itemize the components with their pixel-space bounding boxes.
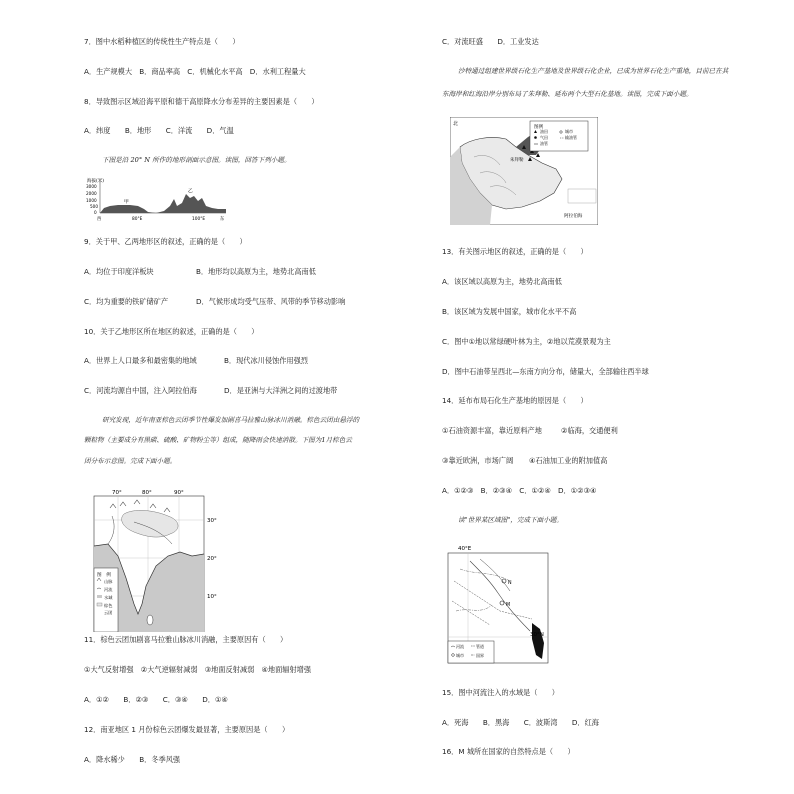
map2-legend-item: 气田 <box>540 135 548 140</box>
saudi-arabia-map <box>450 117 598 225</box>
question-13-option-d: D．图中石油带呈西北—东南方向分布，储量大，全部输往西半球 <box>442 367 649 376</box>
question-8: 8．导致图示区域沿海平原和德干高原降水分布差异的主要因素是（ ） <box>84 97 319 106</box>
map3-lon-label: 40°E <box>458 546 472 552</box>
question-14-item-1: ①石油资源丰富，靠近原料产地 <box>442 426 542 435</box>
intro-brown-cloud-line3: 团分布示意图。完成下面小题。 <box>84 457 177 465</box>
map1-lat: 30° <box>207 518 217 524</box>
question-11-items: ①大气反射增强 ②大气逆辐射减弱 ③地面反射减弱 ④地面辐射增强 <box>84 665 312 674</box>
profile-xtick: 100°E <box>192 217 206 222</box>
map1-lon: 90° <box>174 490 184 496</box>
intro-saudi-line1: 沙特通过组建世界级石化生产基地及世界级石化企业，已成为世界石化生产重地，目前已在其 <box>458 67 729 75</box>
intro-brown-cloud-line1: 研究发现，近年南亚棕色云团季节性爆发加剧喜马拉雅山脉冰川消融。棕色云团由悬浮的 <box>102 416 360 424</box>
question-10-option-a: A．世界上人口最多和最密集的地域 <box>84 356 197 365</box>
map2-legend-title: 图例 <box>534 125 544 130</box>
question-14-item-2: ②临海，交通便利 <box>561 426 618 435</box>
profile-ytick: 2000 <box>86 191 97 196</box>
terrain-profile-figure <box>84 175 230 223</box>
question-11: 11．棕色云团加剧喜马拉雅山脉冰川消融，主要原因有（ ） <box>84 635 288 644</box>
map3-lat-label: 30°N <box>530 632 544 638</box>
question-13-option-b: B．该区域为发展中国家，城市化水平不高 <box>442 307 577 316</box>
profile-xtick: 东 <box>220 217 225 222</box>
map1-legend-item: 云团 <box>104 610 113 615</box>
map3-legend-item: 城市 <box>456 653 464 658</box>
question-11-options: A．①② B．②③ C．③④ D．①④ <box>84 695 228 704</box>
question-12-options-cont: C．对流旺盛 D．工业发达 <box>442 37 539 46</box>
question-14-options: A．①②③ B．②③④ C．①②④ D．①②③④ <box>442 486 597 495</box>
map1-legend-title: 图 例 <box>97 573 111 578</box>
profile-xtick: 80°E <box>132 217 143 222</box>
profile-label-jia: 甲 <box>124 200 129 205</box>
question-14: 14．延布布局石化生产基地的原因是（ ） <box>442 396 588 405</box>
map3-legend-item: 河流 <box>456 644 464 649</box>
intro-region-map: 读"世界某区域图"，完成下面小题。 <box>458 516 563 524</box>
profile-ytick: 1000 <box>86 198 97 203</box>
question-14-item-3: ③靠近欧洲，市场广阔 <box>442 456 514 465</box>
map1-legend-item: 山脉 <box>104 579 113 584</box>
map3-legend-item: 国界 <box>476 653 484 658</box>
question-7-options: A．生产规模大 B．商品率高 C．机械化水平高 D．水利工程量大 <box>84 67 306 76</box>
question-7: 7．图中水稻种植区的传统性生产特点是（ ） <box>84 37 240 46</box>
question-12-options: A．降水稀少 B．冬季风强 <box>84 755 181 764</box>
question-13: 13．有关图示地区的叙述，正确的是（ ） <box>442 247 588 256</box>
map1-lon: 80° <box>142 490 152 496</box>
question-15-options: A．死海 B．黑海 C．波斯湾 D．红海 <box>442 718 599 727</box>
profile-label-yi: 乙 <box>188 189 193 194</box>
question-9-option-a: A．均位于印度洋板块 <box>84 267 154 276</box>
question-9-option-c: C．均为重要的铁矿储矿产 <box>84 297 169 306</box>
map1-legend-item: 棕色 <box>104 603 113 608</box>
intro-profile: 下图是沿 20° N 所作的地形剖面示意图。读图，回答下列小题。 <box>102 156 291 164</box>
question-9-option-b: B．地形均以高原为主，地势北高南低 <box>196 267 316 276</box>
map3-mark-m: M <box>506 603 511 608</box>
map1-lon: 70° <box>112 490 122 496</box>
map1-lat: 10° <box>207 594 217 600</box>
profile-ytick: 3000 <box>86 184 97 189</box>
south-asia-map <box>84 486 226 632</box>
question-15: 15．图中河流注入的水域是（ ） <box>442 688 559 697</box>
map1-legend-item: 河流 <box>104 587 113 592</box>
intro-saudi-line2: 东海岸和红海沿岸分别布局了朱拜勒、延布两个大型石化基地。读图，完成下面小题。 <box>442 90 693 98</box>
map3-mark-n: N <box>508 581 512 586</box>
map3-legend-item: 管道 <box>476 644 484 649</box>
question-8-options: A．纬度 B．地形 C．洋流 D．气温 <box>84 126 234 135</box>
question-13-option-c: C．图中①地以常绿硬叶林为主，②地以荒漠景观为主 <box>442 337 611 346</box>
question-14-item-4: ④石油加工业的附加值高 <box>529 456 608 465</box>
map2-sea-label: 阿拉伯海 <box>564 214 583 219</box>
profile-ylabel: 海拔(米) <box>87 179 105 184</box>
question-10: 10．关于乙地形区所在地区的叙述，正确的是（ ） <box>84 327 259 336</box>
question-9-option-d: D．气候形成均受气压带、风带的季节移动影响 <box>196 297 346 306</box>
profile-ytick: 0 <box>94 210 97 215</box>
map1-legend-item: 水域 <box>104 595 113 600</box>
profile-ytick: 500 <box>90 204 98 209</box>
question-10-option-b: B．现代冰川侵蚀作用强烈 <box>224 356 308 365</box>
question-9: 9．关于甲、乙两地形区的叙述，正确的是（ ） <box>84 237 247 246</box>
map2-legend-item: 城市 <box>565 129 573 134</box>
map2-legend-item: 油管 <box>540 141 548 146</box>
question-10-option-d: D．是亚洲与大洋洲之间的过渡地带 <box>224 386 338 395</box>
map2-legend-item: 输油管 <box>565 135 577 140</box>
map2-legend-item: 油田 <box>540 129 548 134</box>
intro-brown-cloud-line2: 颗粒物（主要成分有黑碳、硫酸、矿物粉尘等）组成，随降雨会快速消散。下图为1月棕色云 <box>84 436 352 444</box>
profile-xtick: 西 <box>97 217 102 222</box>
question-16: 16．M 城所在国家的自然特点是（ ） <box>442 747 575 756</box>
question-10-option-c: C．河流均源自中国，注入阿拉伯海 <box>84 386 197 395</box>
world-region-map <box>440 541 552 665</box>
map1-lat: 20° <box>207 556 217 562</box>
map2-corner: 北 <box>453 121 459 127</box>
map2-city-label: 朱拜勒 <box>510 158 524 163</box>
question-12: 12．南亚地区 1 月份棕色云团爆发最显著，主要原因是（ ） <box>84 725 290 734</box>
question-13-option-a: A．该区域以高原为主，地势北高南低 <box>442 277 562 286</box>
